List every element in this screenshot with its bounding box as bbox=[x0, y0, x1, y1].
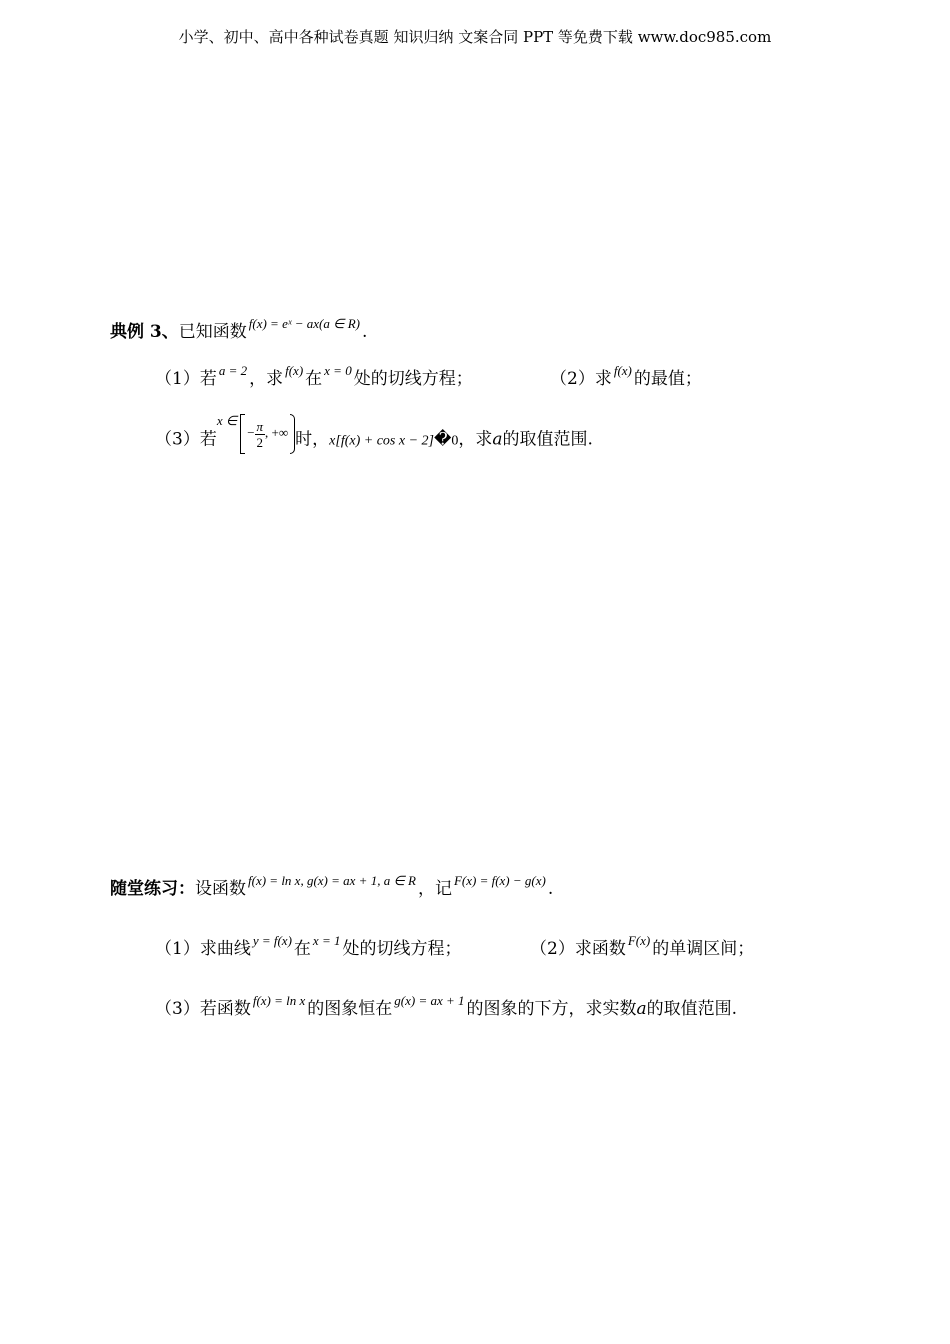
math-f-ln: f(x) = ln x bbox=[252, 993, 306, 1008]
math-functions: f(x) = ln x, g(x) = ax + 1, a ∈ R bbox=[248, 873, 416, 888]
math-fx: f(x) bbox=[613, 363, 632, 378]
unrendered-glyph: � bbox=[433, 429, 452, 450]
example3-label: 典例 3、 bbox=[110, 322, 179, 342]
page-header: 小学、初中、高中各种试卷真题 知识归纳 文案合同 PPT 等免费下载 www.doc985.com bbox=[178, 28, 772, 46]
math-curve: y = f(x) bbox=[252, 933, 292, 948]
practice-statement: 随堂练习：设函数 $^{f(x) = ln x, g(x) = ax + 1, a \in R}$ ，记 $^{F(x) = f(x) - g(x)}$ . bbox=[110, 873, 554, 899]
math-x-equals-1: x = 1 bbox=[312, 933, 341, 948]
math-F-definition: F(x) = f(x) − g(x) bbox=[453, 873, 546, 888]
example3-q1: （1）若 $^{a = 2}$ ，求 $^{f(x)}$ 在 $^{x = 0}$ 处的切线方程； bbox=[155, 363, 473, 389]
example3-function: f(x) = eˣ − ax(a ∈ R) bbox=[248, 316, 360, 331]
practice-label: 随堂练习： bbox=[110, 879, 195, 899]
math-a-equals-2: a = 2 bbox=[218, 363, 248, 378]
math-x-equals-0: x = 0 bbox=[324, 363, 352, 378]
math-g-linear: g(x) = ax + 1 bbox=[394, 993, 465, 1008]
math-Fx: F(x) bbox=[627, 933, 651, 948]
example3-q2: （2）求 $^{f(x)}$ 的最值； bbox=[550, 363, 702, 389]
practice-q3: （3）若函数 $^{f(x) = ln x}$ 的图象恒在 $^{g(x) = ax + 1}$ 的图象的下方，求实数a的取值范围. bbox=[155, 993, 738, 1019]
example3-statement: 典例 3、已知函数 $^{f(x) = eˣ - ax(a \in R)}$ . bbox=[110, 316, 368, 342]
math-fx: f(x) bbox=[285, 363, 304, 378]
practice-q2: （2）求函数 $^{F(x)}$ 的单调区间； bbox=[530, 933, 755, 959]
math-interval: x ∈− $\frac{\pi}{2}$ , +∞ bbox=[217, 414, 295, 454]
example3-q3: （3）若x ∈− $\frac{\pi}{2}$ , +∞ 时，x[f(x) + cos x − 2]�0，求a的取值范围. bbox=[155, 420, 593, 460]
math-pi-over-2: $\frac{\pi}{2}$ bbox=[256, 418, 264, 450]
example3-intro: 已知函数 bbox=[178, 322, 247, 342]
math-inequality: x[f(x) + cos x − 2] bbox=[329, 433, 434, 449]
practice-q1: （1）求曲线 $^{y = f(x)}$ 在 $^{x = 1}$ 处的切线方程； bbox=[155, 933, 462, 959]
